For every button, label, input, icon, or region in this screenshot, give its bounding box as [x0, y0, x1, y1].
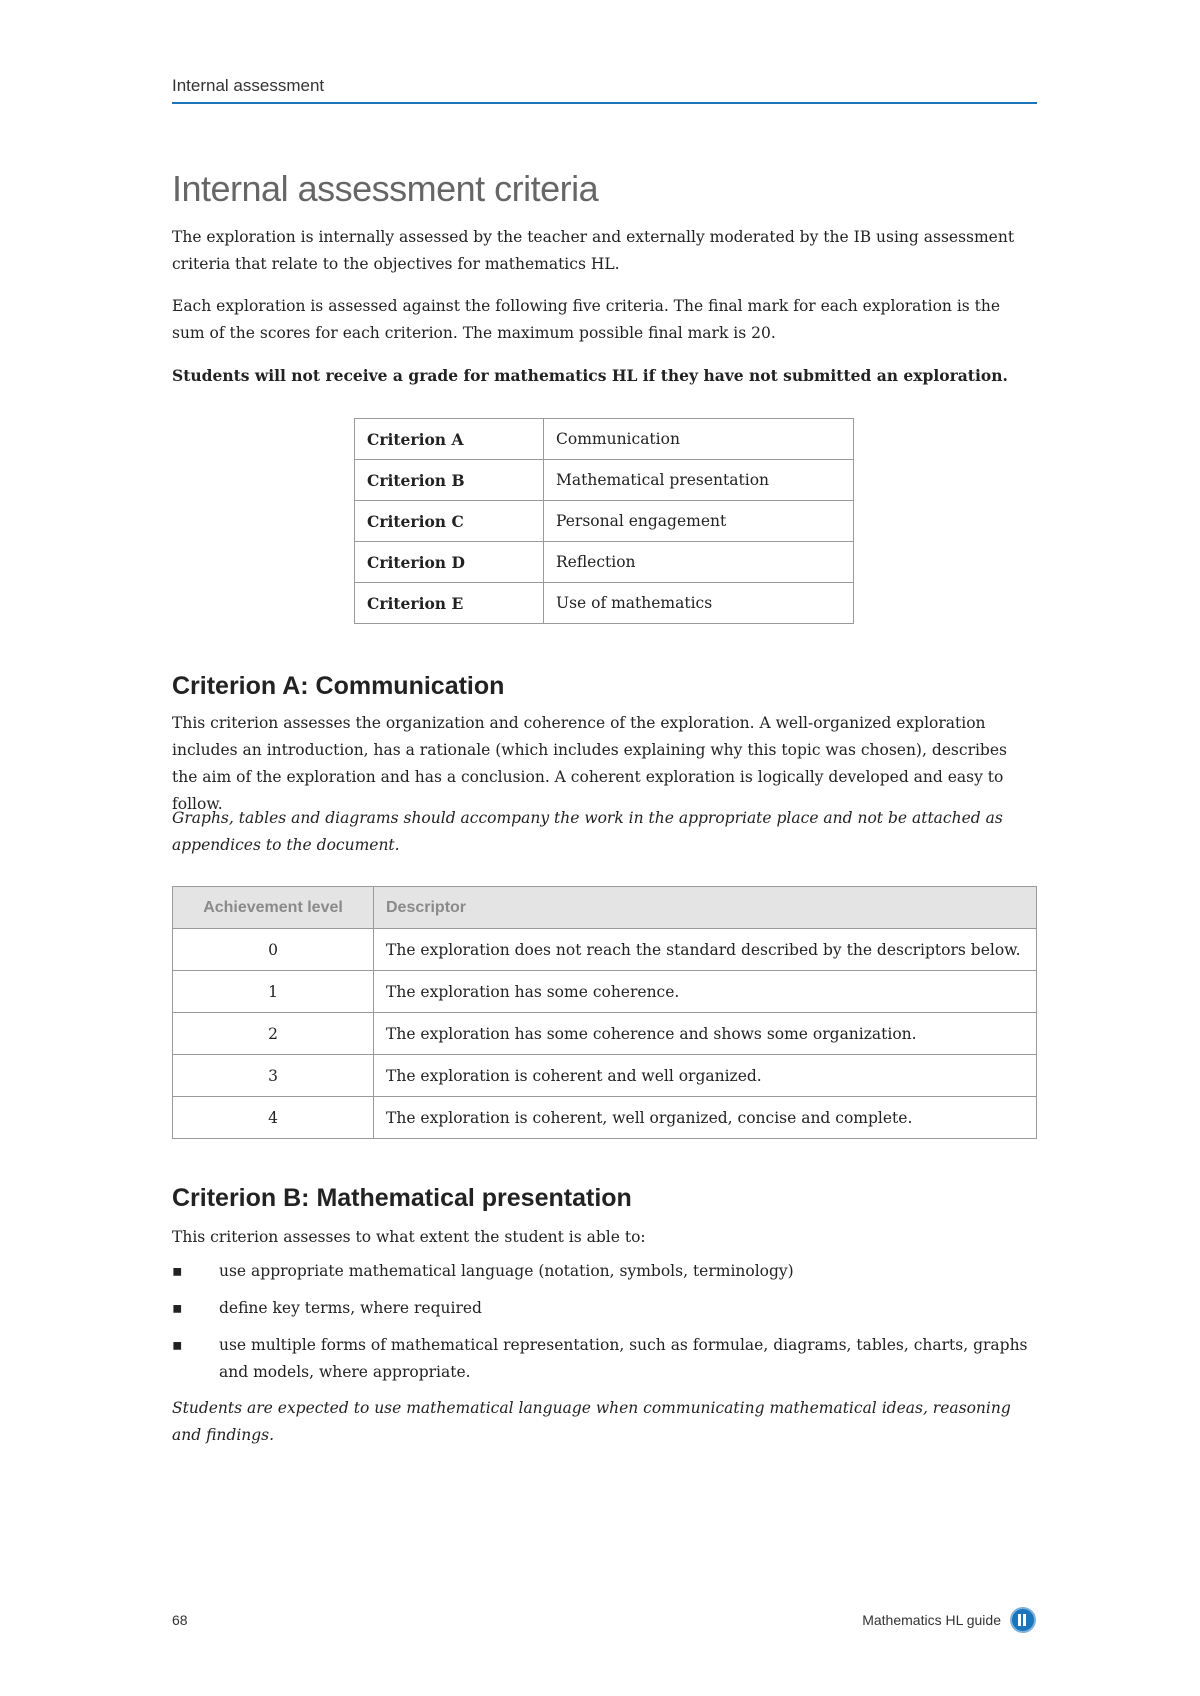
intro-paragraph-2: Each exploration is assessed against the following five criteria. The final mark for each exploration is the sum of the scores for each criterion. The maximum possible final mark is 20. — [172, 297, 1001, 342]
running-head: Internal assessment — [172, 76, 1037, 104]
table-row — [355, 501, 854, 542]
table-header-row — [173, 887, 1037, 929]
level-descriptor: The exploration does not reach the standard described by the descriptors below. — [374, 929, 1037, 971]
table-row — [173, 929, 1037, 971]
list-item-text: define key terms, where required — [219, 1299, 482, 1317]
criterion-desc: Communication — [544, 419, 854, 460]
header-achievement-level: Achievement level — [173, 887, 374, 929]
level-descriptor: The exploration has some coherence and shows some organization. — [374, 1013, 1037, 1055]
criteria-table — [354, 418, 854, 624]
criterion-name: Criterion D — [355, 542, 544, 583]
table-row — [355, 583, 854, 624]
table-row — [355, 460, 854, 501]
page-title: Internal assessment criteria — [172, 168, 599, 209]
criterion-b-list — [172, 1258, 1037, 1396]
level-value: 3 — [173, 1055, 374, 1097]
criterion-desc: Reflection — [544, 542, 854, 583]
criterion-desc: Mathematical presentation — [544, 460, 854, 501]
table-row — [355, 419, 854, 460]
list-item — [172, 1295, 1037, 1322]
table-row — [173, 971, 1037, 1013]
criterion-desc: Use of mathematics — [544, 583, 854, 624]
criterion-name: Criterion A — [355, 419, 544, 460]
level-value: 1 — [173, 971, 374, 1013]
table-row — [355, 542, 854, 583]
guide-title: Mathematics HL guide — [862, 1612, 1001, 1628]
criterion-a-paragraph: This criterion assesses the organization and coherence of the exploration. A well-organized exploration includes an introduction, has a rationale (which includes explaining why this topic was chosen), describes the aim of the exploration and has a conclusion. A coherent exploration is logically developed and easy to follow. — [172, 714, 1007, 813]
level-value: 0 — [173, 929, 374, 971]
list-item-text: use appropriate mathematical language (notation, symbols, terminology) — [219, 1262, 794, 1280]
criterion-b-heading: Criterion B: Mathematical presentation — [172, 1184, 632, 1212]
bullet-icon: ▪ — [172, 1336, 183, 1354]
criterion-desc: Personal engagement — [544, 501, 854, 542]
bullet-icon: ▪ — [172, 1262, 183, 1280]
list-item — [172, 1258, 1037, 1285]
intro-paragraph-1: The exploration is internally assessed by the teacher and externally moderated by the IB using assessment criteria that relate to the objectives for mathematics HL. — [172, 228, 1015, 273]
intro-notice: Students will not receive a grade for mathematics HL if they have not submitted an exploration. — [172, 366, 1008, 385]
criterion-name: Criterion E — [355, 583, 544, 624]
criterion-a-note: Graphs, tables and diagrams should accompany the work in the appropriate place and not be attached as appendices to the document. — [172, 809, 1003, 854]
table-row — [173, 1055, 1037, 1097]
level-descriptor: The exploration is coherent and well organized. — [374, 1055, 1037, 1097]
achievement-table — [172, 886, 1037, 1139]
criterion-b-paragraph: This criterion assesses to what extent the student is able to: — [172, 1228, 646, 1246]
level-value: 4 — [173, 1097, 374, 1139]
criterion-a-heading: Criterion A: Communication — [172, 672, 505, 700]
bullet-icon: ▪ — [172, 1299, 183, 1317]
header-descriptor: Descriptor — [374, 887, 1037, 929]
criterion-name: Criterion B — [355, 460, 544, 501]
table-row — [173, 1013, 1037, 1055]
list-item-text: use multiple forms of mathematical representation, such as formulae, diagrams, tables, charts, graphs and models, where appropriate. — [219, 1336, 1028, 1381]
table-row — [173, 1097, 1037, 1139]
list-item — [172, 1332, 1037, 1386]
level-descriptor: The exploration has some coherence. — [374, 971, 1037, 1013]
page-number: 68 — [172, 1612, 188, 1628]
criterion-name: Criterion C — [355, 501, 544, 542]
level-descriptor: The exploration is coherent, well organized, concise and complete. — [374, 1097, 1037, 1139]
criterion-b-note: Students are expected to use mathematical language when communicating mathematical ideas, reasoning and findings. — [172, 1399, 1011, 1444]
level-value: 2 — [173, 1013, 374, 1055]
ib-logo-icon — [1009, 1606, 1037, 1634]
